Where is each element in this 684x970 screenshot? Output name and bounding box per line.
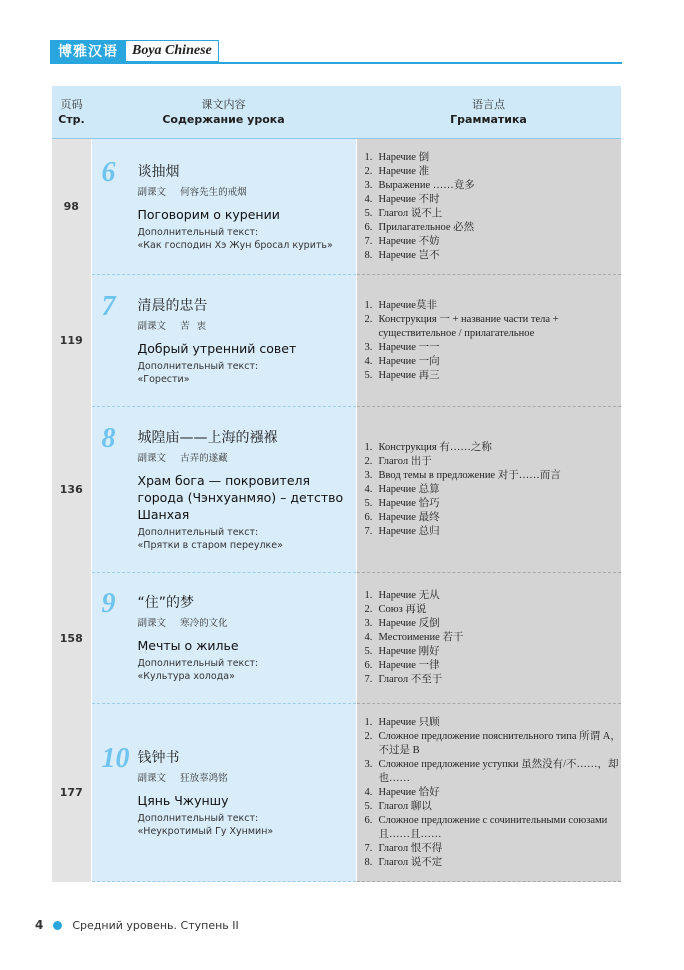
grammar-item-number: 2. bbox=[364, 604, 373, 615]
grammar-item bbox=[365, 469, 622, 483]
grammar-item-number: 2. bbox=[364, 165, 373, 177]
grammar-item-number: 6. bbox=[364, 660, 373, 671]
supplementary-text-cn bbox=[138, 452, 356, 466]
lesson-title-ru: Добрый утренний совет bbox=[137, 340, 297, 356]
grammar-item bbox=[365, 313, 622, 341]
text-header-zh: 课文内容 bbox=[201, 98, 246, 111]
supplementary-title-cn: 何容先生的戒烟 bbox=[180, 186, 247, 198]
lesson-row bbox=[52, 704, 621, 882]
grammar-cell bbox=[356, 275, 621, 407]
footer-text: Средний уровень. Ступень II bbox=[72, 918, 239, 932]
extra-text-title: «Как господин Хэ Жун бросал курить» bbox=[137, 239, 333, 251]
lesson-number: 10 bbox=[101, 742, 130, 774]
supplementary-text-cn bbox=[138, 772, 356, 786]
grammar-header-ru: Грамматика bbox=[450, 113, 527, 126]
grammar-item bbox=[365, 716, 622, 730]
lesson-number: 8 bbox=[101, 422, 116, 454]
grammar-item-number: 1. bbox=[364, 590, 373, 601]
grammar-item-number: 3. bbox=[364, 341, 373, 353]
table-header-row bbox=[52, 86, 621, 139]
lesson-title-cn: 谈抽烟 bbox=[137, 163, 180, 180]
grammar-header-zh: 语言点 bbox=[472, 98, 505, 111]
grammar-item bbox=[365, 673, 622, 687]
grammar-item-number: 1. bbox=[364, 151, 373, 163]
grammar-item bbox=[365, 455, 622, 469]
grammar-item-text: Конструкция 有……之称 bbox=[378, 441, 492, 453]
grammar-list bbox=[365, 441, 622, 539]
grammar-item-number: 3. bbox=[364, 469, 373, 481]
lesson-row bbox=[52, 573, 621, 704]
contents-table bbox=[52, 86, 621, 882]
grammar-list bbox=[365, 151, 622, 263]
grammar-item-text: Наречие 岂不 bbox=[378, 249, 440, 261]
extra-text-label: Дополнительный текст: bbox=[137, 812, 259, 824]
grammar-list bbox=[365, 299, 622, 383]
bullet-dot-icon bbox=[53, 921, 62, 930]
grammar-item-text: Наречие 无从 bbox=[378, 590, 440, 601]
supplementary-text-cn bbox=[138, 320, 356, 334]
grammar-item bbox=[365, 589, 622, 603]
supplementary-label: 副课文 bbox=[137, 772, 167, 784]
lesson-row bbox=[52, 407, 621, 573]
supplementary-label: 副课文 bbox=[137, 618, 167, 629]
grammar-item-number: 5. bbox=[364, 497, 373, 509]
grammar-list bbox=[365, 716, 622, 870]
grammar-cell bbox=[356, 139, 621, 275]
grammar-item bbox=[365, 165, 622, 179]
grammar-item-number: 4. bbox=[364, 786, 373, 798]
grammar-item-text: Наречие 不妨 bbox=[378, 235, 440, 247]
grammar-item-text: Наречие 恰好 bbox=[378, 786, 440, 798]
extra-text-label: Дополнительный текст: bbox=[137, 360, 259, 372]
lesson-title-cn: 钱钟书 bbox=[137, 749, 180, 766]
page-cell: 177 bbox=[52, 704, 91, 882]
page-cell: 119 bbox=[52, 275, 91, 407]
grammar-item bbox=[365, 249, 622, 263]
lesson-text-cell bbox=[91, 275, 356, 407]
page-header-zh: 页码 bbox=[60, 98, 83, 111]
grammar-item-text: Наречие 不时 bbox=[378, 193, 440, 205]
grammar-item-text: Наречие 恰巧 bbox=[378, 497, 440, 509]
grammar-item bbox=[365, 758, 622, 786]
grammar-item-number: 2. bbox=[364, 313, 373, 325]
page-column-header bbox=[52, 86, 91, 139]
supplementary-label: 副课文 bbox=[137, 186, 167, 198]
page-footer bbox=[35, 918, 239, 932]
lesson-number: 9 bbox=[101, 588, 116, 619]
grammar-item bbox=[365, 786, 622, 800]
grammar-item-text: Глагол 不至于 bbox=[378, 674, 443, 685]
lesson-title-ru: Цянь Чжуншу bbox=[137, 792, 229, 808]
supplementary-text-cn bbox=[138, 186, 356, 200]
grammar-item bbox=[365, 235, 622, 249]
lesson-title-cn: 城隍庙——上海的襁褓 bbox=[137, 429, 278, 446]
grammar-item-number: 6. bbox=[364, 511, 373, 523]
grammar-item bbox=[365, 856, 622, 870]
extra-text-title: «Горести» bbox=[137, 373, 190, 385]
grammar-item-number: 5. bbox=[364, 800, 373, 812]
supplementary-title-cn: 苦 衷 bbox=[180, 320, 207, 332]
grammar-item-text: Сложное предложение пояснительного типа 所谓 A，不过是 B bbox=[378, 730, 621, 756]
grammar-item-text: Прилагательное 必然 bbox=[378, 221, 475, 233]
grammar-item-number: 1. bbox=[364, 716, 373, 728]
grammar-item-text: Сложное предложение уступки 虽然没有/不……，却也…… bbox=[378, 758, 619, 784]
grammar-item-number: 8. bbox=[364, 856, 373, 868]
grammar-item bbox=[365, 525, 622, 539]
extra-text-label: Дополнительный текст: bbox=[137, 526, 259, 538]
grammar-item-number: 4. bbox=[364, 483, 373, 495]
grammar-item-text: Конструкция 一 + название части тела + существительное / прилагательное bbox=[378, 313, 559, 339]
grammar-column-header bbox=[356, 86, 621, 139]
grammar-item-text: Ввод темы в предложение 对于……而言 bbox=[378, 469, 561, 481]
lesson-text-cell bbox=[91, 573, 356, 704]
grammar-item-text: Наречие 一向 bbox=[378, 355, 440, 367]
grammar-item-text: Наречие 总算 bbox=[378, 483, 440, 495]
lesson-text-cell bbox=[91, 139, 356, 275]
extra-text-title: «Неукротимый Гу Хунмин» bbox=[137, 825, 274, 837]
extra-text-title: «Культура холода» bbox=[137, 671, 235, 682]
grammar-cell bbox=[356, 573, 621, 704]
text-column-header bbox=[91, 86, 356, 139]
grammar-item-number: 5. bbox=[364, 646, 373, 657]
grammar-item-number: 5. bbox=[364, 207, 373, 219]
grammar-item-number: 7. bbox=[364, 842, 373, 854]
grammar-item bbox=[365, 631, 622, 645]
grammar-item bbox=[365, 497, 622, 511]
grammar-item-number: 1. bbox=[364, 441, 373, 453]
grammar-item-number: 7. bbox=[364, 674, 373, 685]
grammar-item-number: 2. bbox=[364, 455, 373, 467]
lesson-title-cn: “住”的梦 bbox=[137, 595, 195, 611]
grammar-item-text: Выражение ……竟多 bbox=[378, 179, 475, 191]
page-header-ru: Стр. bbox=[58, 113, 85, 126]
grammar-item-text: Наречие 总归 bbox=[378, 525, 440, 537]
grammar-item bbox=[365, 730, 622, 758]
grammar-item-text: Глагол 恨不得 bbox=[378, 842, 443, 854]
grammar-item bbox=[365, 814, 622, 842]
grammar-item-text: Местоимение 若干 bbox=[378, 632, 464, 643]
grammar-item-text: Союз 再说 bbox=[378, 604, 427, 615]
grammar-item-text: Наречие莫非 bbox=[378, 299, 437, 311]
supplementary-title-cn: 古弄的遂藏 bbox=[180, 452, 228, 464]
grammar-item-text: Глагол 聊以 bbox=[378, 800, 432, 812]
lesson-text-cell bbox=[91, 704, 356, 882]
grammar-item-text: Наречие 一一 bbox=[378, 341, 440, 353]
grammar-item-text: Наречие 再三 bbox=[378, 369, 440, 381]
grammar-item bbox=[365, 355, 622, 369]
book-title-en: Boya Chinese bbox=[126, 40, 219, 62]
lesson-number: 6 bbox=[101, 156, 116, 188]
page-cell: 136 bbox=[52, 407, 91, 573]
grammar-item-text: Наречие 只顾 bbox=[378, 716, 440, 728]
extra-text-title: «Прятки в старом переулке» bbox=[137, 539, 283, 551]
grammar-item-number: 3. bbox=[364, 758, 373, 770]
grammar-item bbox=[365, 842, 622, 856]
grammar-item bbox=[365, 179, 622, 193]
grammar-item bbox=[365, 800, 622, 814]
lesson-text-cell bbox=[91, 407, 356, 573]
grammar-item bbox=[365, 221, 622, 235]
grammar-item bbox=[365, 151, 622, 165]
supplementary-title-cn: 狂放辜鸿铭 bbox=[180, 772, 228, 784]
grammar-item-number: 4. bbox=[364, 355, 373, 367]
book-title-cn: 博雅汉语 bbox=[50, 40, 126, 62]
grammar-item-number: 6. bbox=[364, 221, 373, 233]
grammar-list bbox=[365, 589, 622, 687]
grammar-item bbox=[365, 441, 622, 455]
supplementary-title-cn: 寒冷的文化 bbox=[180, 618, 228, 629]
grammar-item bbox=[365, 645, 622, 659]
grammar-item bbox=[365, 659, 622, 673]
grammar-item-number: 2. bbox=[364, 730, 373, 742]
extra-text-label: Дополнительный текст: bbox=[137, 658, 259, 669]
lesson-title-ru: Храм бога — покровителя города (Чэнхуанмяо) – детство Шанхая bbox=[137, 472, 344, 522]
grammar-item-text: Глагол 说不上 bbox=[378, 207, 443, 219]
grammar-item-text: Наречие 最终 bbox=[378, 511, 440, 523]
header-rule bbox=[50, 62, 622, 64]
lesson-number: 7 bbox=[101, 290, 116, 322]
text-header-ru: Содержание урока bbox=[162, 113, 285, 126]
lesson-row bbox=[52, 139, 621, 275]
grammar-item bbox=[365, 617, 622, 631]
grammar-item-number: 7. bbox=[364, 525, 373, 537]
grammar-item-number: 3. bbox=[364, 618, 373, 629]
grammar-item bbox=[365, 299, 622, 313]
page-cell: 158 bbox=[52, 573, 91, 704]
grammar-item bbox=[365, 207, 622, 221]
supplementary-label: 副课文 bbox=[137, 452, 167, 464]
grammar-item-number: 4. bbox=[364, 193, 373, 205]
grammar-item bbox=[365, 483, 622, 497]
grammar-item-number: 6. bbox=[364, 814, 373, 826]
extra-text-label: Дополнительный текст: bbox=[137, 226, 259, 238]
grammar-item bbox=[365, 603, 622, 617]
lesson-title-cn: 清晨的忠告 bbox=[137, 297, 208, 314]
grammar-item-number: 1. bbox=[364, 299, 373, 311]
grammar-item bbox=[365, 511, 622, 525]
book-header bbox=[50, 40, 219, 62]
grammar-item-text: Наречие 反倒 bbox=[378, 618, 440, 629]
lesson-title-ru: Мечты о жилье bbox=[137, 638, 239, 653]
grammar-item-text: Глагол 出于 bbox=[378, 455, 432, 467]
page-number: 4 bbox=[35, 918, 44, 932]
grammar-cell bbox=[356, 704, 621, 882]
supplementary-label: 副课文 bbox=[137, 320, 167, 332]
grammar-item-text: Сложное предложение с сочинительными союзами 且……且…… bbox=[378, 814, 608, 840]
grammar-item-text: Наречие 一律 bbox=[378, 660, 440, 671]
grammar-item-text: Наречие 准 bbox=[378, 165, 430, 177]
grammar-item-text: Наречие 倒 bbox=[378, 151, 430, 163]
grammar-item-number: 5. bbox=[364, 369, 373, 381]
grammar-item-number: 8. bbox=[364, 249, 373, 261]
grammar-item-number: 4. bbox=[364, 632, 373, 643]
grammar-item bbox=[365, 193, 622, 207]
grammar-item bbox=[365, 369, 622, 383]
grammar-item-text: Наречие 刚好 bbox=[378, 646, 440, 657]
lesson-title-ru: Поговорим о курении bbox=[137, 206, 280, 222]
page-cell: 98 bbox=[52, 139, 91, 275]
grammar-item-text: Глагол 说不定 bbox=[378, 856, 443, 868]
grammar-item-number: 7. bbox=[364, 235, 373, 247]
grammar-item-number: 3. bbox=[364, 179, 373, 191]
grammar-item bbox=[365, 341, 622, 355]
lesson-row bbox=[52, 275, 621, 407]
supplementary-text-cn bbox=[138, 617, 356, 631]
grammar-cell bbox=[356, 407, 621, 573]
